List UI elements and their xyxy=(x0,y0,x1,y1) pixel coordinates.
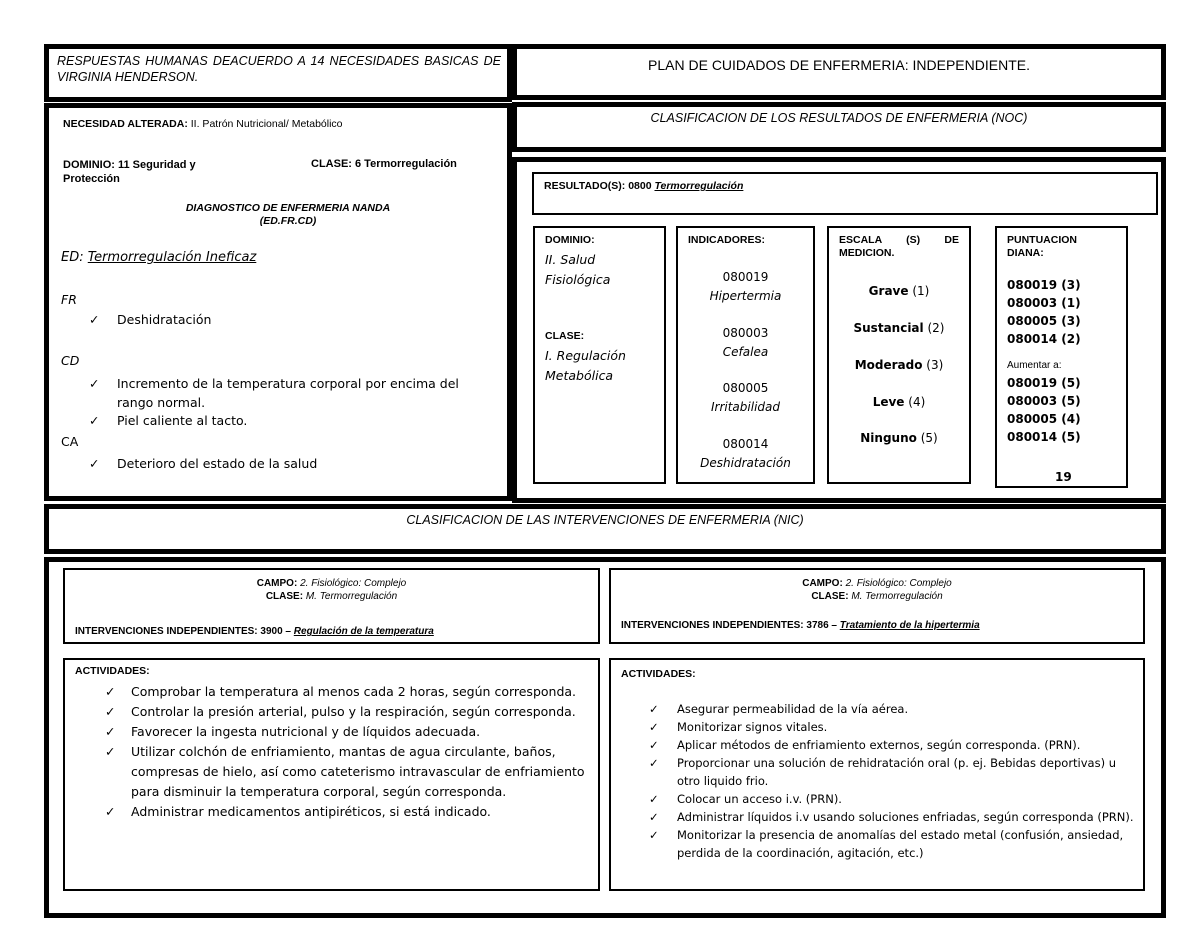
list-item: ✓ Favorecer la ingesta nutricional y de líquidos adecuada. xyxy=(105,722,590,742)
noc-dominio-value: II. Salud Fisiológica xyxy=(545,252,611,287)
noc-clase-value: I. Regulación Metabólica xyxy=(545,348,626,383)
ca-label: CA xyxy=(61,434,79,449)
nic-right-act-label: ACTIVIDADES: xyxy=(621,668,696,680)
necesidad-value: II. Patrón Nutricional/ Metabólico xyxy=(190,118,343,130)
nic-left-activities xyxy=(63,658,600,891)
noc-clase-label: CLASE: xyxy=(545,330,585,342)
resultado-box xyxy=(532,172,1158,215)
header-left-title: RESPUESTAS HUMANAS DEACUERDO A 14 NECESIDADES BASICAS DE VIRGINIA HENDERSON. xyxy=(57,54,501,84)
nic-left-campo: CAMPO: 2. Fisiológico: Complejo xyxy=(256,578,407,589)
check-icon: ✓ xyxy=(105,704,116,719)
check-icon: ✓ xyxy=(105,744,116,759)
check-icon: ✓ xyxy=(105,804,116,819)
fr-item: ✓ Deshidratación xyxy=(89,312,212,327)
dominio-text: DOMINIO: 11 Seguridad y Protección xyxy=(63,159,196,185)
nic-title-box xyxy=(44,504,1166,554)
check-icon: ✓ xyxy=(105,724,116,739)
cd-item-2: ✓ Piel caliente al tacto. xyxy=(89,413,248,428)
ca-item: ✓ Deterioro del estado de la salud xyxy=(89,456,318,471)
puntuacion-total: 19 xyxy=(1055,470,1072,484)
noc-title-box xyxy=(512,102,1166,152)
list-item: ✓ Comprobar la temperatura al menos cada 2 horas, según corresponda. xyxy=(105,682,590,702)
cd-label: CD xyxy=(61,353,80,368)
indicadores-label: INDICADORES: xyxy=(688,234,766,246)
indicadores-box xyxy=(676,226,815,484)
noc-title: CLASIFICACION DE LOS RESULTADOS DE ENFERMERIA (NOC) xyxy=(650,111,1028,125)
nic-left-header xyxy=(63,568,600,644)
noc-dominio-label: DOMINIO: xyxy=(545,234,595,246)
aumentar-label: Aumentar a: xyxy=(1007,360,1062,371)
nic-left-act-label: ACTIVIDADES: xyxy=(75,665,150,677)
list-item: ✓ Administrar medicamentos antipiréticos, si está indicado. xyxy=(105,802,590,822)
check-icon: ✓ xyxy=(89,413,100,428)
list-item: ✓ Aplicar métodos de enfriamiento externos, según corresponda. (PRN). xyxy=(649,738,1081,752)
list-item: ✓ Colocar un acceso i.v. (PRN). xyxy=(649,792,842,806)
check-icon: ✓ xyxy=(649,792,659,806)
escala-2: Sustancial (2) xyxy=(853,321,945,335)
indicador-2: 080003 Cefalea xyxy=(722,326,769,359)
cd-item-1: ✓ Incremento de la temperatura corporal por encima del rango normal. xyxy=(89,376,459,410)
resultado-code: 0800 xyxy=(628,180,652,192)
escala-box xyxy=(827,226,971,484)
check-icon: ✓ xyxy=(649,720,659,734)
list-item: ✓ Administrar líquidos i.v usando soluciones enfriadas, según corresponda (PRN). xyxy=(649,810,1134,824)
list-item: ✓ Controlar la presión arterial, pulso y la respiración, según corresponda. xyxy=(105,702,590,722)
indicador-1: 080019 Hipertermia xyxy=(709,270,782,303)
escala-5: Ninguno (5) xyxy=(860,431,938,445)
puntuacion-actual: 080019 (3) 080003 (1) 080005 (3) 080014 (2) xyxy=(1007,278,1081,346)
resultado-name: Termorregulación xyxy=(654,180,744,192)
list-item: ✓ Monitorizar la presencia de anomalías del estado metal (confusión, ansiedad, perdida de la coordinación, agitación, etc.) xyxy=(649,828,1124,860)
check-icon: ✓ xyxy=(105,684,116,699)
puntuacion-box xyxy=(995,226,1128,488)
nic-right-activities xyxy=(609,658,1145,891)
check-icon: ✓ xyxy=(89,376,100,391)
header-right-title: PLAN DE CUIDADOS DE ENFERMERIA: INDEPENDIENTE. xyxy=(648,57,1030,73)
escala-4: Leve (4) xyxy=(872,395,926,409)
nic-left-interv: INTERVENCIONES INDEPENDIENTES: 3900 – Regulación de la temperatura xyxy=(75,626,434,637)
nic-right-campo: CAMPO: 2. Fisiológico: Complejo xyxy=(802,578,952,589)
check-icon: ✓ xyxy=(649,828,659,842)
escala-3: Moderado (3) xyxy=(854,358,944,372)
list-item: ✓ Asegurar permeabilidad de la vía aérea. xyxy=(649,702,909,716)
puntuacion-meta: 080019 (5) 080003 (5) 080005 (4) 080014 (5) xyxy=(1007,376,1081,444)
check-icon: ✓ xyxy=(649,738,659,752)
ed-label: ED: xyxy=(61,250,84,265)
check-icon: ✓ xyxy=(89,456,100,471)
diag-title-1: DIAGNOSTICO DE ENFERMERIA NANDA xyxy=(185,202,391,214)
resultado-line xyxy=(544,180,743,192)
fr-label: FR xyxy=(61,292,77,307)
list-item: ✓ Proporcionar una solución de rehidratación oral (p. ej. Bebidas deportivas) u otro liquido frio. xyxy=(649,756,1117,788)
noc-dominio-box xyxy=(533,226,666,484)
resultado-label: RESULTADO(S): xyxy=(544,180,626,192)
escala-1: Grave (1) xyxy=(868,284,930,298)
check-icon: ✓ xyxy=(89,312,100,327)
ed-value: Termorregulación Ineficaz xyxy=(87,250,257,265)
necesidad-line xyxy=(63,118,343,130)
list-item: ✓ Utilizar colchón de enfriamiento, mantas de agua circulante, baños, compresas de hielo, así como cateterismo intravascular de enfriamiento para disminuir la temperatura corporal, según corresponda. xyxy=(105,744,585,799)
nic-left-clase: CLASE: M. Termorregulación xyxy=(265,591,398,602)
ed-line xyxy=(61,250,256,265)
check-icon: ✓ xyxy=(649,702,659,716)
clase-text: CLASE: 6 Termorregulación xyxy=(311,158,457,170)
necesidad-label: NECESIDAD ALTERADA: xyxy=(63,118,188,130)
header-right-box xyxy=(512,44,1166,100)
diag-title-2: (ED.FR.CD) xyxy=(259,215,317,227)
escala-label: ESCALA (S) DE MEDICION. xyxy=(839,234,959,259)
nic-right-interv: INTERVENCIONES INDEPENDIENTES: 3786 – Tratamiento de la hipertermia xyxy=(621,620,980,631)
indicador-4: 080014 Deshidratación xyxy=(700,437,791,470)
nic-right-clase: CLASE: M. Termorregulación xyxy=(811,591,943,602)
check-icon: ✓ xyxy=(649,756,659,770)
puntuacion-label: PUNTUACION DIANA: xyxy=(1007,234,1077,259)
left-panel xyxy=(44,103,512,501)
indicador-3: 080005 Irritabilidad xyxy=(710,381,780,414)
nic-title: CLASIFICACION DE LAS INTERVENCIONES DE ENFERMERIA (NIC) xyxy=(406,513,804,527)
check-icon: ✓ xyxy=(649,810,659,824)
nic-left-act-list xyxy=(105,682,590,822)
header-left-box xyxy=(44,44,512,102)
list-item: ✓ Monitorizar signos vitales. xyxy=(649,720,828,734)
nic-right-header xyxy=(609,568,1145,644)
nic-right-act-list xyxy=(649,700,1139,862)
